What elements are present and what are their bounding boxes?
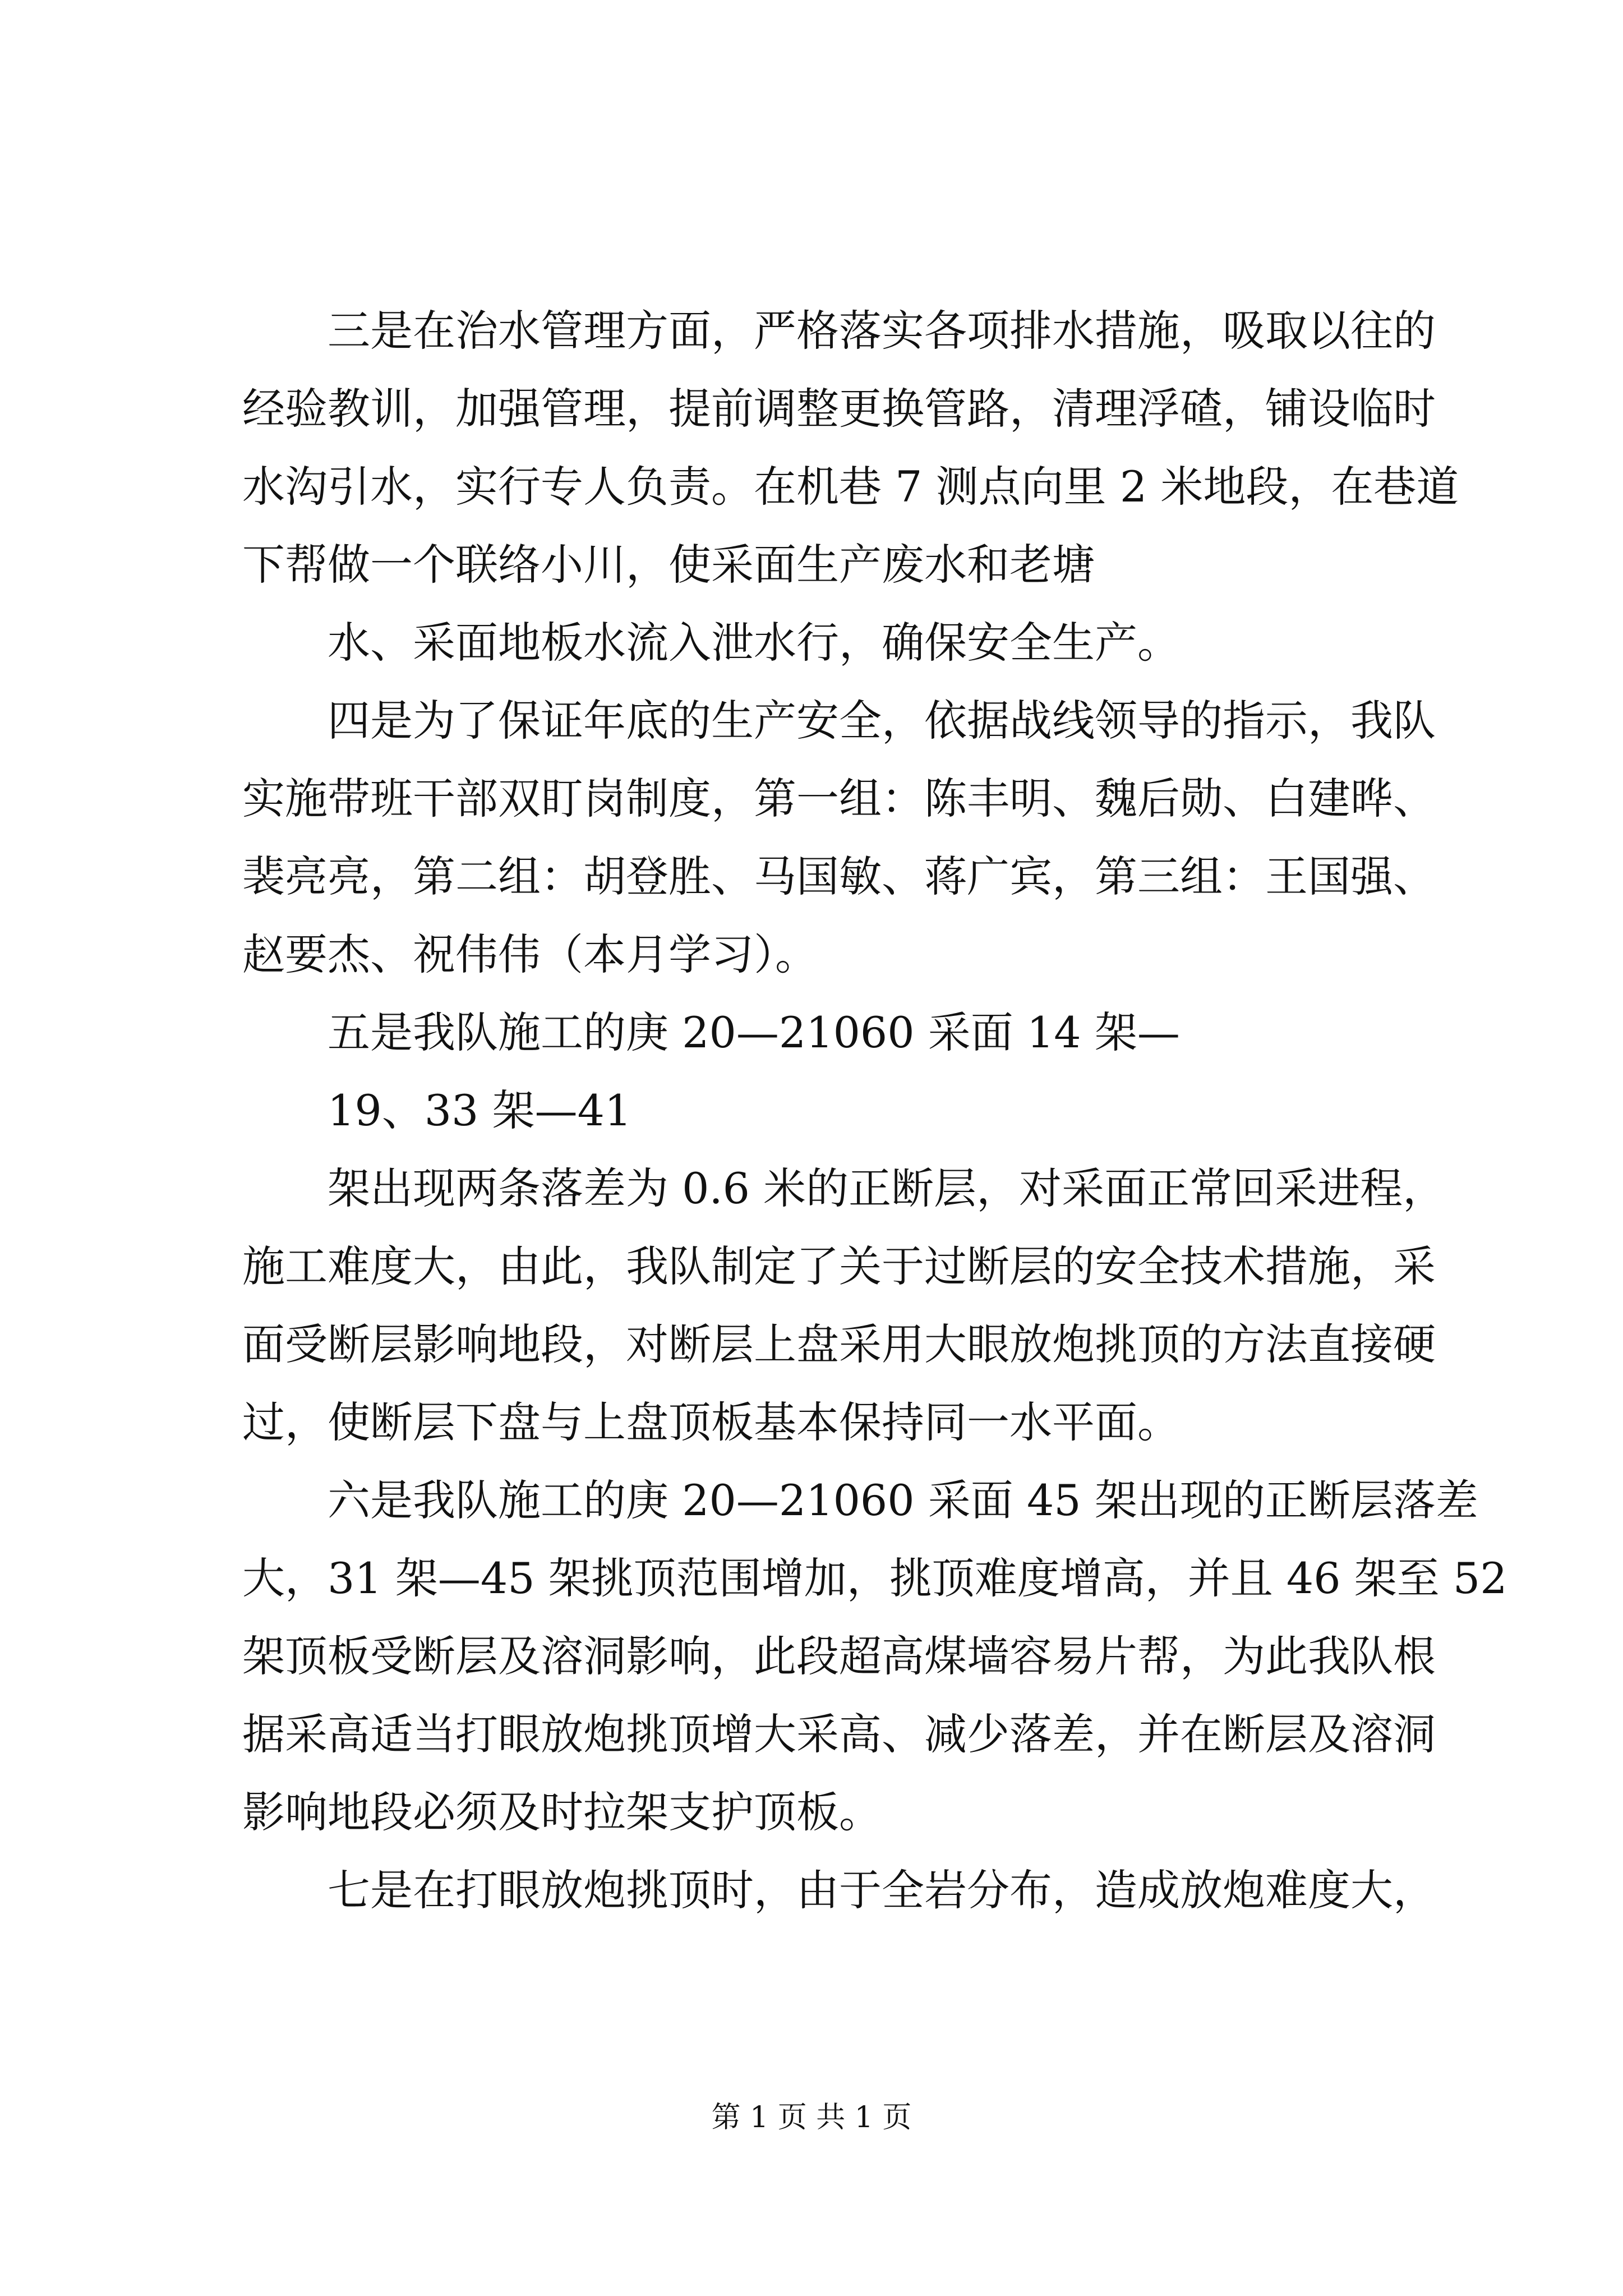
text-line: 经验教训，加强管理，提前调整更换管路，清理浮碴，铺设临时	[242, 384, 1436, 434]
text-line: 过，使断层下盘与上盘顶板基本保持同一水平面。	[242, 1397, 1180, 1447]
text-line: 大，31 架—45 架挑顶范围增加，挑顶难度增高，并且 46 架至 52	[242, 1553, 1507, 1603]
text-line: 水、采面地板水流入泄水行，确保安全生产。	[328, 618, 1180, 668]
text-line: 影响地段必须及时拉架支护顶板。	[242, 1787, 882, 1837]
document-body	[242, 292, 1507, 1929]
text-line: 赵要杰、祝伟伟（本月学习）。	[242, 930, 818, 979]
text-line: 五是我队施工的庚 20—21060 采面 14 架—	[328, 1007, 1180, 1057]
text-line: 据采高适当打眼放炮挑顶增大采高、减少落差，并在断层及溶洞	[242, 1709, 1436, 1759]
page-footer: 第 1 页 共 1 页	[711, 2101, 912, 2134]
text-line: 实施带班干部双盯岗制度，第一组：陈丰明、魏后勋、白建晔、	[242, 774, 1436, 823]
text-line: 下帮做一个联络小川，使采面生产废水和老塘	[242, 540, 1095, 590]
text-line: 裴亮亮，第二组：胡登胜、马国敏、蒋广宾，第三组：王国强、	[242, 852, 1436, 901]
text-line: 三是在治水管理方面，严格落实各项排水措施，吸取以往的	[328, 306, 1436, 356]
text-line: 面受断层影响地段，对断层上盘采用大眼放炮挑顶的方法直接硬	[242, 1319, 1436, 1369]
text-line: 施工难度大，由此，我队制定了关于过断层的安全技术措施，采	[242, 1241, 1436, 1291]
text-line: 水沟引水，实行专人负责。在机巷 7 测点向里 2 米地段，在巷道	[242, 462, 1459, 512]
text-line: 架顶板受断层及溶洞影响，此段超高煤墙容易片帮，为此我队根	[242, 1631, 1436, 1681]
text-line: 19、33 架—41	[328, 1085, 632, 1135]
text-line: 六是我队施工的庚 20—21060 采面 45 架出现的正断层落差	[328, 1475, 1478, 1525]
text-line: 四是为了保证年底的生产安全，依据战线领导的指示，我队	[328, 696, 1436, 746]
text-line: 架出现两条落差为 0.6 米的正断层，对采面正常回采进程，	[328, 1163, 1446, 1213]
text-line: 七是在打眼放炮挑顶时，由于全岩分布，造成放炮难度大，	[328, 1865, 1436, 1915]
